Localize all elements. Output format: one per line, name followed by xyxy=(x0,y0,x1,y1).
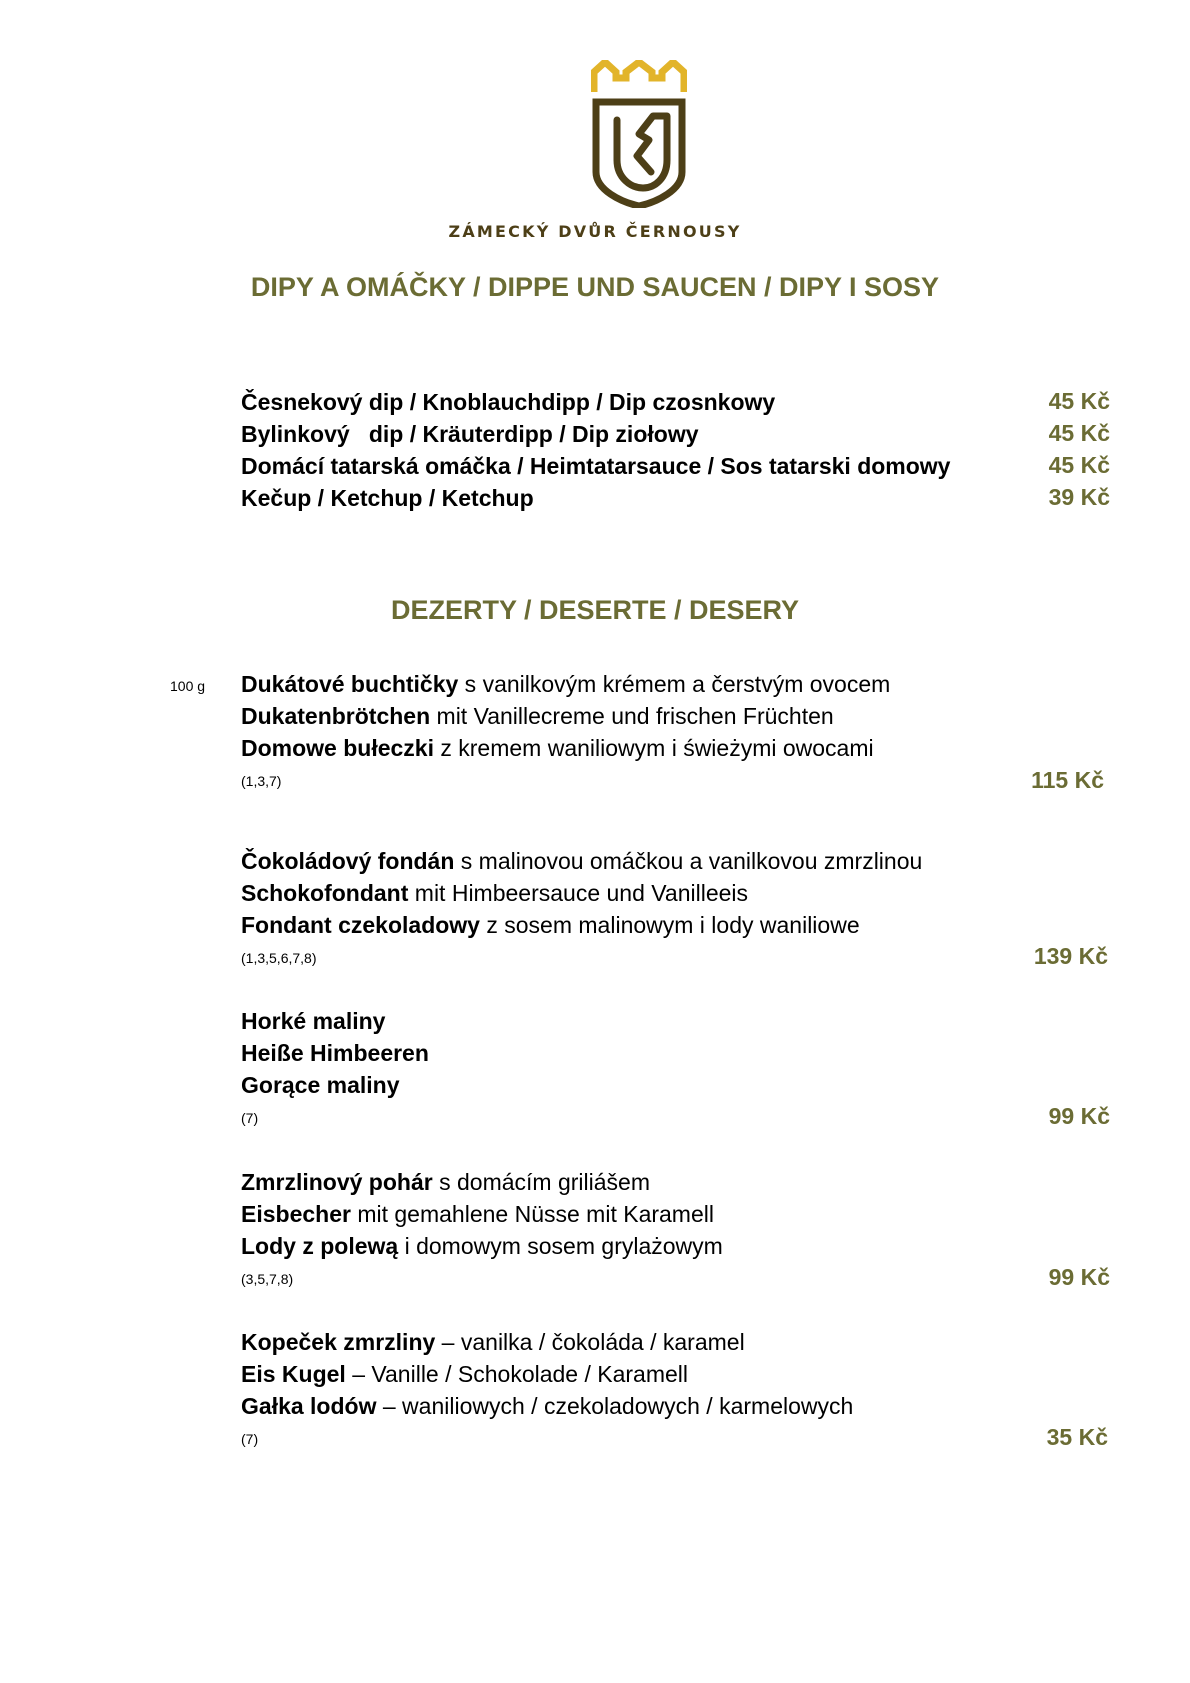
dessert-price: 115 Kč xyxy=(1031,767,1104,793)
castle-horse-shield-icon xyxy=(591,60,687,208)
dessert-allergens: (7) xyxy=(241,1110,259,1126)
dessert-line xyxy=(241,1230,723,1262)
dessert-name: Kopeček zmrzliny xyxy=(241,1329,436,1355)
dessert-description: – vanilka / čokoláda / karamel xyxy=(435,1329,745,1355)
dessert-price: 99 Kč xyxy=(1048,1264,1110,1290)
dessert-description: mit gemahlene Nüsse mit Karamell xyxy=(350,1201,714,1227)
dessert-line xyxy=(241,1198,714,1230)
dessert-allergens: (7) xyxy=(241,1431,259,1447)
dessert-line xyxy=(241,668,890,700)
dessert-line xyxy=(241,1166,650,1198)
dip-item-name: Domácí tatarská omáčka / Heimtatarsauce / Sos tatarski domowy xyxy=(241,453,951,479)
dessert-allergens: (1,3,7) xyxy=(241,773,282,789)
dessert-allergens: (3,5,7,8) xyxy=(241,1271,294,1287)
dessert-description: s malinovou omáčkou a vanilkovou zmrzlinou xyxy=(454,848,923,874)
dessert-price: 35 Kč xyxy=(1046,1424,1108,1450)
dessert-name: Zmrzlinový pohár xyxy=(241,1169,433,1195)
dip-item-name: Kečup / Ketchup / Ketchup xyxy=(241,485,534,511)
dessert-name: Dukatenbrötchen xyxy=(241,703,431,729)
dessert-name: Domowe bułeczki xyxy=(241,735,434,761)
dessert-description: – Vanille / Schokolade / Karamell xyxy=(345,1361,689,1387)
dessert-price: 99 Kč xyxy=(1048,1103,1110,1129)
section-title-desserts: DEZERTY / DESERTE / DESERY xyxy=(390,595,800,625)
dessert-name: Čokoládový fondán xyxy=(241,848,455,874)
dessert-name: Schokofondant xyxy=(241,880,409,906)
dessert-name: Fondant czekoladowy xyxy=(241,912,480,938)
dessert-name: Eis Kugel xyxy=(241,1361,346,1387)
section-title-dips: DIPY A OMÁČKY / DIPPE UND SAUCEN / DIPY I SOSY xyxy=(250,272,940,302)
dessert-name: Horké maliny xyxy=(241,1008,386,1034)
dessert-description: s vanilkovým krémem a čerstvým ovocem xyxy=(458,671,891,697)
dessert-price: 139 Kč xyxy=(1033,943,1108,969)
dessert-line xyxy=(241,1390,853,1422)
dip-item-name: Česnekový dip / Knoblauchdipp / Dip czosnkowy xyxy=(241,389,776,415)
dessert-description: z sosem malinowym i lody waniliowe xyxy=(479,912,860,938)
dessert-name: Heiße Himbeeren xyxy=(241,1040,429,1066)
dip-item-price: 45 Kč xyxy=(1048,388,1110,414)
dessert-line xyxy=(241,1326,745,1358)
dessert-line xyxy=(241,1037,429,1069)
dessert-name: Gałka lodów xyxy=(241,1393,377,1419)
dessert-line xyxy=(241,1005,385,1037)
dessert-weight: 100 g xyxy=(170,678,206,694)
dessert-allergens: (1,3,5,6,7,8) xyxy=(241,950,317,966)
dessert-description: mit Himbeersauce und Vanilleeis xyxy=(408,880,749,906)
dessert-description: – waniliowych / czekoladowych / karmelowych xyxy=(376,1393,854,1419)
dessert-description: i domowym sosem grylażowym xyxy=(398,1233,723,1259)
dessert-name: Dukátové buchtičky xyxy=(241,671,459,697)
dessert-name: Gorące maliny xyxy=(241,1072,400,1098)
dessert-description: s domácím griliášem xyxy=(432,1169,650,1195)
dessert-line xyxy=(241,1069,400,1101)
brand-name: ZÁMECKÝ DVŮR ČERNOUSY xyxy=(448,222,742,241)
dip-item-name: Bylinkový dip / Kräuterdipp / Dip ziołowy xyxy=(241,421,699,447)
dessert-line xyxy=(241,732,874,764)
dessert-line xyxy=(241,700,834,732)
dessert-line xyxy=(241,877,748,909)
dessert-line xyxy=(241,909,860,941)
dessert-description: z kremem waniliowym i świeżymi owocami xyxy=(433,735,874,761)
dessert-name: Lody z polewą xyxy=(241,1233,399,1259)
dip-item-price: 45 Kč xyxy=(1048,452,1110,478)
dip-item-price: 45 Kč xyxy=(1048,420,1110,446)
dessert-description: mit Vanillecreme und frischen Früchten xyxy=(430,703,834,729)
dessert-line xyxy=(241,845,922,877)
dip-item-price: 39 Kč xyxy=(1048,484,1110,510)
dessert-line xyxy=(241,1358,688,1390)
dessert-name: Eisbecher xyxy=(241,1201,351,1227)
